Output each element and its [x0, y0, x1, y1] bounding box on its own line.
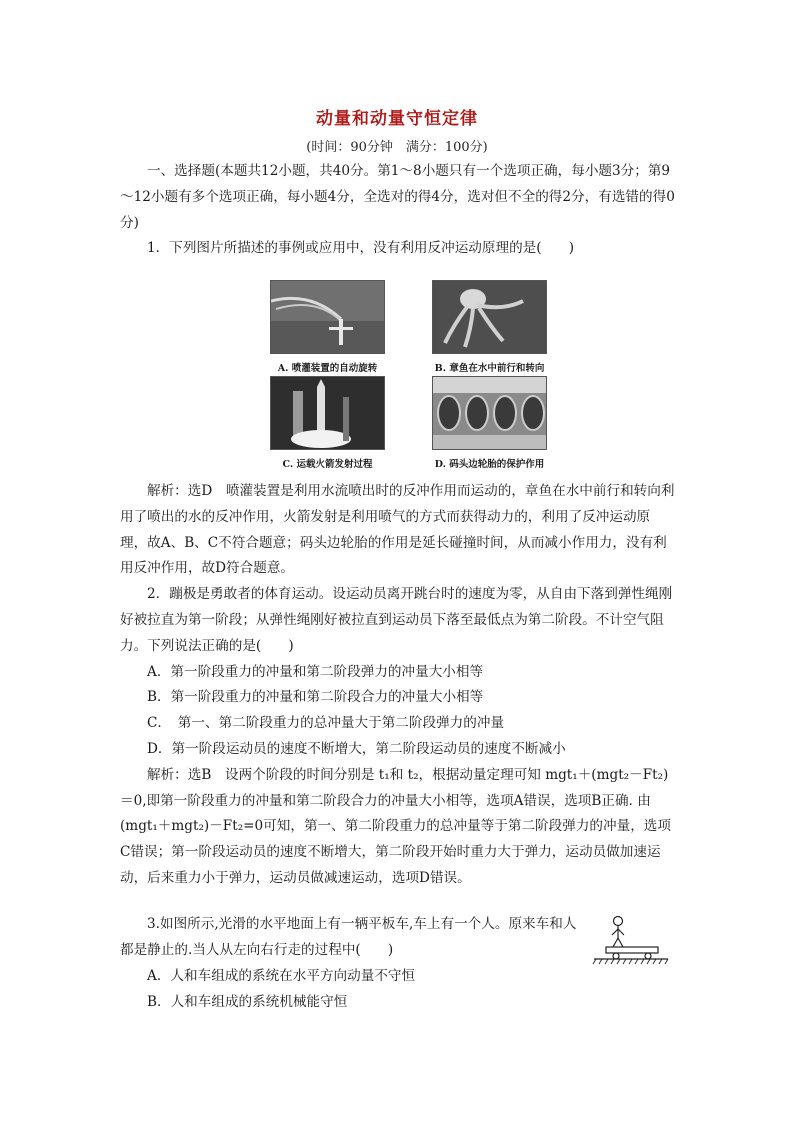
question-1-figures — [270, 280, 560, 470]
figure-a-caption: A. 喷灌装置的自动旋转 — [277, 363, 378, 374]
page-title: 动量和动量守恒定律 — [316, 109, 478, 129]
question-3-stem-block — [120, 912, 580, 964]
question-2-option-c: C． 第一、第二阶段重力的总冲量大于第二阶段弹力的冲量 — [147, 715, 505, 732]
question-2-analysis: 解析：选B 设两个阶段的时间分别是 t₁和 t₂，根据动量定理可知 mgt₁＋(mgt₂－Ft₂)＝0,即第一阶段重力的冲量和第二阶段合力的冲量大小相等，选项A错误，选项B正确. 由(mgt₁＋mgt₂)－Ft₂=0可知，第一、第二阶段重力的总冲量等于第二阶段弹力的冲量，选项C错误；第一阶段运动员的速度不断增大，第二阶段开始时重力大于弹力，运动员做加速运动，后来重力小于弹力，运动员做减速运动，选项D错误。 — [120, 766, 671, 886]
figure-d — [432, 376, 547, 470]
question-3-stem: 3.如图所示,光滑的水平地面上有一辆平板车,车上有一个人。原来车和人都是静止的.当人从左向右行走的过程中( ) — [120, 916, 577, 958]
figure-d-caption: D. 码头边轮胎的保护作用 — [434, 459, 545, 470]
rocket-photo-icon — [270, 376, 385, 450]
exam-time-score: (时间：90分钟 满分：100分) — [306, 140, 488, 155]
question-3-option-b: B．人和车组成的系统机械能守恒 — [147, 993, 348, 1010]
question-3-option-a: A．人和车组成的系统在水平方向动量不守恒 — [147, 968, 416, 984]
figure-c — [270, 376, 385, 470]
question-1-analysis: 解析：选D 喷灌装置是利用水流喷出时的反冲作用而运动的，章鱼在水中前行和转向利用了喷出的水的反冲作用，火箭发射是利用喷气的方式而获得动力的，利用了反冲运动原理，故A、B、C不符合题意；码头边轮胎的作用是延长碰撞时间，从而减小作用力，没有利用反冲作用，故D符合题意。 — [120, 483, 675, 577]
question-1-stem: 1．下列图片所描述的事例或应用中，没有利用反冲运动原理的是( ) — [147, 240, 575, 257]
question-2-option-b: B．第一阶段重力的冲量和第二阶段合力的冲量大小相等 — [147, 689, 484, 706]
sprinkler-photo-icon — [270, 280, 385, 354]
question-1-2-block — [120, 479, 675, 892]
section-intro: 一、选择题(本题共12小题，共40分。第1～8小题只有一个选项正确，每小题3分；第9～12小题有多个选项正确，每小题4分，全选对的得4分，选对但不全的得2分，有选错的得0分) — [120, 163, 675, 231]
question-2-option-d: D．第一阶段运动员的速度不断增大，第二阶段运动员的速度不断减小 — [147, 740, 566, 757]
question-2-option-a: A．第一阶段重力的冲量和第二阶段弹力的冲量大小相等 — [147, 663, 484, 680]
question-3-options — [120, 964, 675, 1016]
question-2-stem: 2．蹦极是勇敢者的体育运动。设运动员离开跳台时的速度为零，从自由下落到弹性绳刚好被拉直为第一阶段；从弹性绳刚好被拉直到运动员下落至最低点为第二阶段。不计空气阻力。下列说法正确的是( ) — [120, 586, 673, 654]
person-on-cart-diagram-icon — [592, 914, 670, 970]
section-intro-block — [120, 159, 675, 262]
tires-photo-icon — [432, 376, 547, 450]
figure-b — [432, 280, 547, 374]
figure-b-caption: B. 章鱼在水中前行和转向 — [434, 363, 545, 374]
figure-a — [270, 280, 385, 374]
figure-c-caption: C. 运载火箭发射过程 — [282, 459, 373, 470]
octopus-photo-icon — [432, 280, 547, 354]
